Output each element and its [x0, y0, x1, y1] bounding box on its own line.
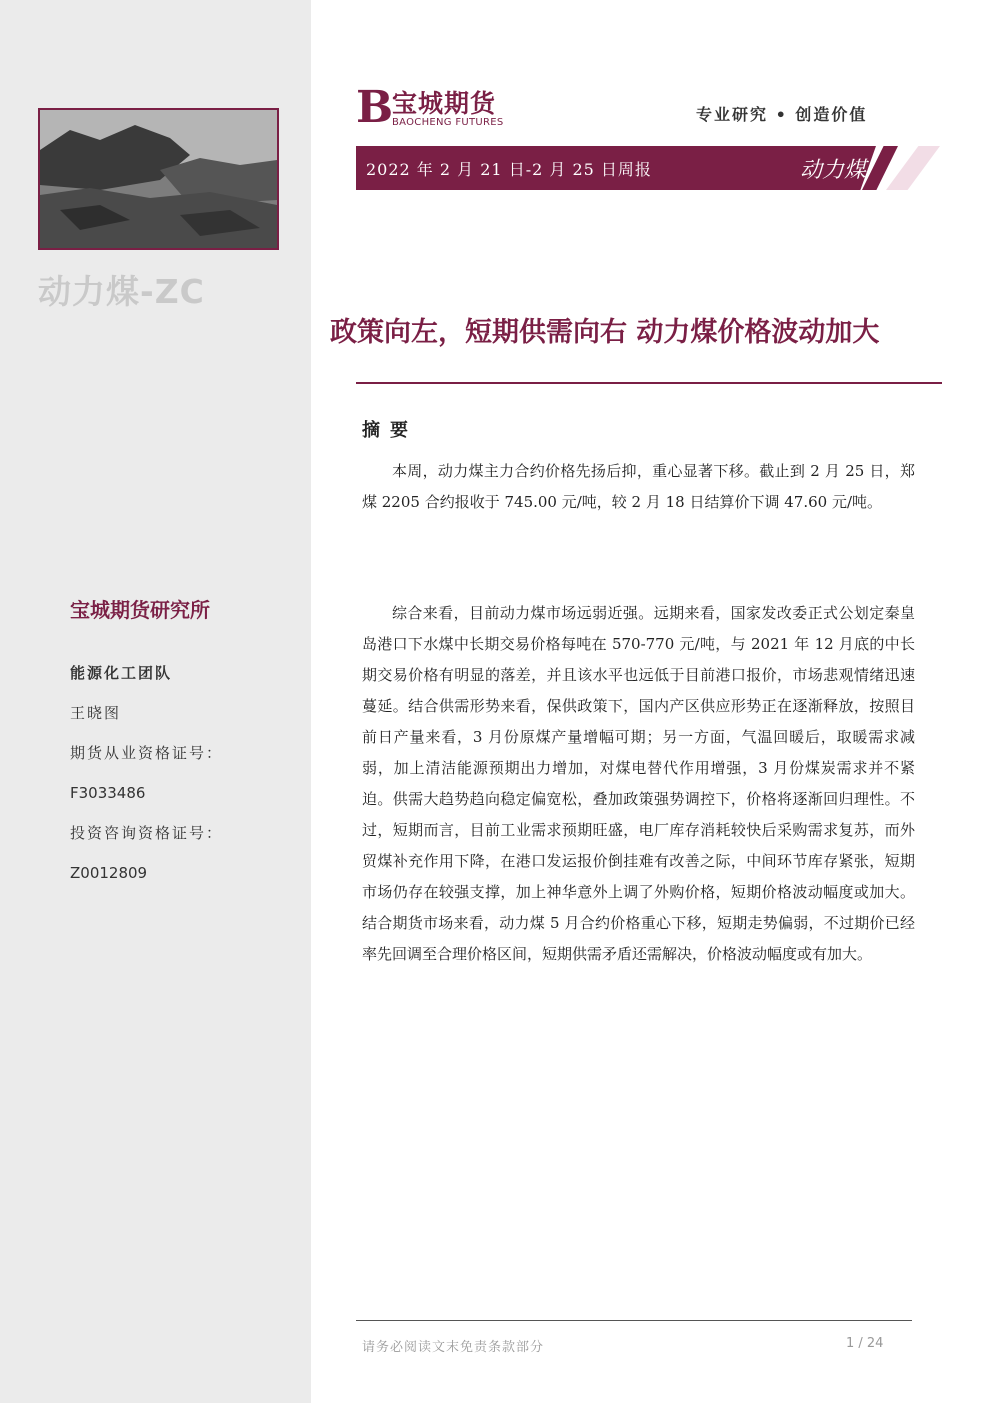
futures-license-label: 期货从业资格证号： [70, 744, 224, 762]
banner-product: 动力煤 [800, 158, 867, 183]
logo-en: BAOCHENG FUTURES [392, 117, 504, 128]
page-number: 1 / 24 [846, 1336, 884, 1351]
product-tag: 动力煤-ZC [38, 272, 205, 311]
slogan: 专业研究 • 创造价值 [696, 105, 868, 124]
headline-divider [356, 382, 942, 384]
logo-cn: 宝城期货 [392, 89, 497, 118]
institute-name: 宝城期货研究所 [70, 598, 210, 622]
company-logo [356, 82, 556, 133]
cover-photo [38, 108, 279, 250]
advisory-license-label: 投资咨询资格证号： [70, 824, 224, 842]
coal-pile-image [40, 110, 277, 248]
logo-mark-icon: B [356, 82, 394, 133]
sidebar [0, 0, 311, 1403]
team-name: 能源化工团队 [70, 664, 173, 682]
report-period: 2022 年 2 月 21 日-2 月 25 日周报 [366, 160, 652, 179]
futures-license-number: F3033486 [70, 784, 146, 802]
abstract-title: 摘要 [362, 420, 418, 441]
team-info [70, 660, 290, 900]
headline: 政策向左，短期供需向右 动力煤价格波动加大 [330, 317, 880, 348]
disclaimer-note: 请务必阅读文末免责条款部分 [362, 1340, 545, 1355]
footer-divider [356, 1320, 912, 1321]
analyst-name: 王晓图 [70, 704, 122, 722]
abstract-paragraph-1: 本周，动力煤主力合约价格先扬后抑，重心显著下移。截止到 2 月 25 日，郑煤 2205 合约报收于 745.00 元/吨，较 2 月 18 日结算价下调 47.60 元/吨。 [362, 462, 915, 511]
advisory-license-number: Z0012809 [70, 864, 148, 882]
abstract-paragraph-2: 综合来看，目前动力煤市场远弱近强。远期来看，国家发改委正式公划定秦皇岛港口下水煤中长期交易价格每吨在 570-770 元/吨，与 2021 年 12 月底的中长期交易价格有明显的落差，并且该水平也远低于目前港口报价，市场悲观情绪迅速蔓延。结合供需形势来看，保供政策下，国内产区供应形势正在逐渐释放，按照目前日产量来看，3 月份原煤产量增幅可期；另一方面，气温回暖后，取暖需求减弱，加上清洁能源预期出力增加，对煤电替代作用增强，3 月份煤炭需求并不紧迫。供需大趋势趋向稳定偏宽松，叠加政策强势调控下，价格将逐渐回归理性。不过，短期而言，目前工业需求预期旺盛，电厂库存消耗较快后采购需求复苏，而外贸煤补充作用下降，在港口发运报价倒挂难有改善之际，中间环节库存紧张，短期市场仍存在较强支撑，加上神华意外上调了外购价格，短期价格波动幅度或加大。结合期货市场来看，动力煤 5 月合约价格重心下移，短期走势偏弱，不过期价已经率先回调至合理价格区间，短期供需矛盾还需解决，价格波动幅度或有加大。 [362, 604, 915, 963]
